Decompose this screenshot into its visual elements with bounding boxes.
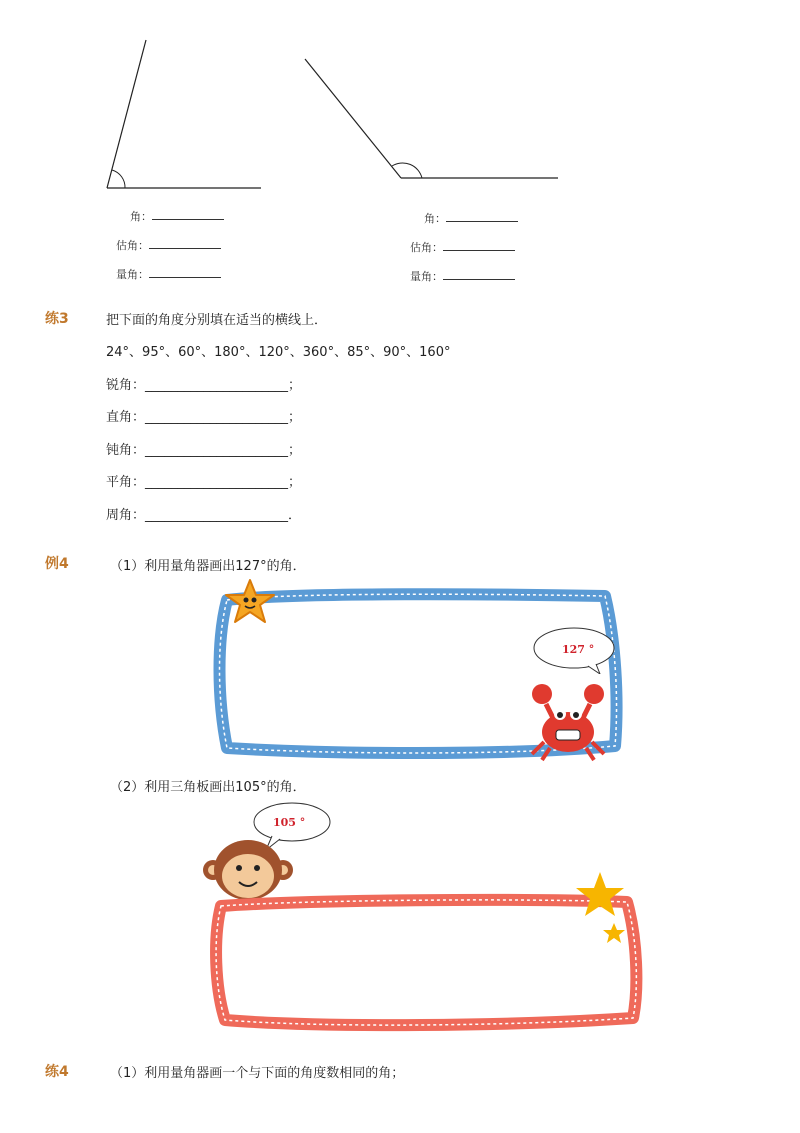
star-icon-large (574, 870, 626, 920)
category-label: 周角： (106, 508, 146, 523)
left-estimate-row (116, 236, 221, 253)
category-blank[interactable]: ______________________ (145, 410, 289, 425)
speech-bubble-2-text: 105 ° (273, 816, 306, 829)
left-estimate-blank[interactable] (149, 236, 221, 249)
right-estimate-row (410, 238, 515, 255)
example4-label: 例4 (45, 556, 69, 572)
angle-figure-left (107, 40, 261, 188)
example4-part1: （1）利用量角器画出127°的角． (110, 559, 306, 574)
star-icon-small (602, 922, 626, 944)
category-label: 钝角： (106, 443, 146, 458)
practice3-instruction: 把下面的角度分别填在适当的横线上． (106, 313, 328, 328)
category-blank[interactable]: ______________________ (145, 475, 289, 490)
left-measure-row (116, 265, 221, 282)
right-angle-blank[interactable] (446, 209, 518, 222)
practice3-label: 练3 (45, 311, 69, 327)
category-end: ； (288, 475, 302, 490)
category-label: 直角： (106, 410, 146, 425)
angle-figure-right (305, 59, 558, 178)
starfish-icon (222, 578, 278, 626)
practice3-row-obtuse (106, 439, 301, 458)
right-estimate-blank[interactable] (443, 238, 515, 251)
right-estimate-label: 估角： (410, 241, 443, 254)
category-label: 平角： (106, 475, 146, 490)
practice3-values: 24°、95°、60°、180°、120°、360°、85°、90°、160° (106, 345, 451, 360)
right-measure-blank[interactable] (443, 267, 515, 280)
category-label: 锐角： (106, 378, 146, 393)
left-angle-label: 角： (130, 210, 152, 223)
category-end: ． (288, 508, 302, 523)
practice3-row-full (106, 504, 301, 523)
left-angle-row (130, 207, 224, 224)
practice4-part1: （1）利用量角器画一个与下面的角度数相同的角； (110, 1066, 405, 1081)
practice4-label: 练4 (45, 1064, 69, 1080)
category-blank[interactable]: ______________________ (145, 508, 289, 523)
left-angle-blank[interactable] (152, 207, 224, 220)
right-angle-row (424, 209, 518, 226)
left-measure-blank[interactable] (149, 265, 221, 278)
right-measure-row (410, 267, 515, 284)
practice3-row-straight (106, 471, 301, 490)
category-end: ； (288, 378, 302, 393)
right-measure-label: 量角： (410, 270, 443, 283)
crab-icon (526, 680, 610, 764)
left-measure-label: 量角： (116, 268, 149, 281)
example4-part2: （2）利用三角板画出105°的角． (110, 780, 306, 795)
speech-bubble-1-text: 127 ° (562, 643, 595, 656)
practice3-row-right (106, 406, 301, 425)
category-blank[interactable]: ______________________ (145, 443, 289, 458)
category-end: ； (288, 410, 302, 425)
practice3-row-acute (106, 374, 301, 393)
category-blank[interactable]: ______________________ (145, 378, 289, 393)
left-estimate-label: 估角： (116, 239, 149, 252)
category-end: ； (288, 443, 302, 458)
angle-figures (0, 0, 800, 200)
right-angle-label: 角： (424, 212, 446, 225)
